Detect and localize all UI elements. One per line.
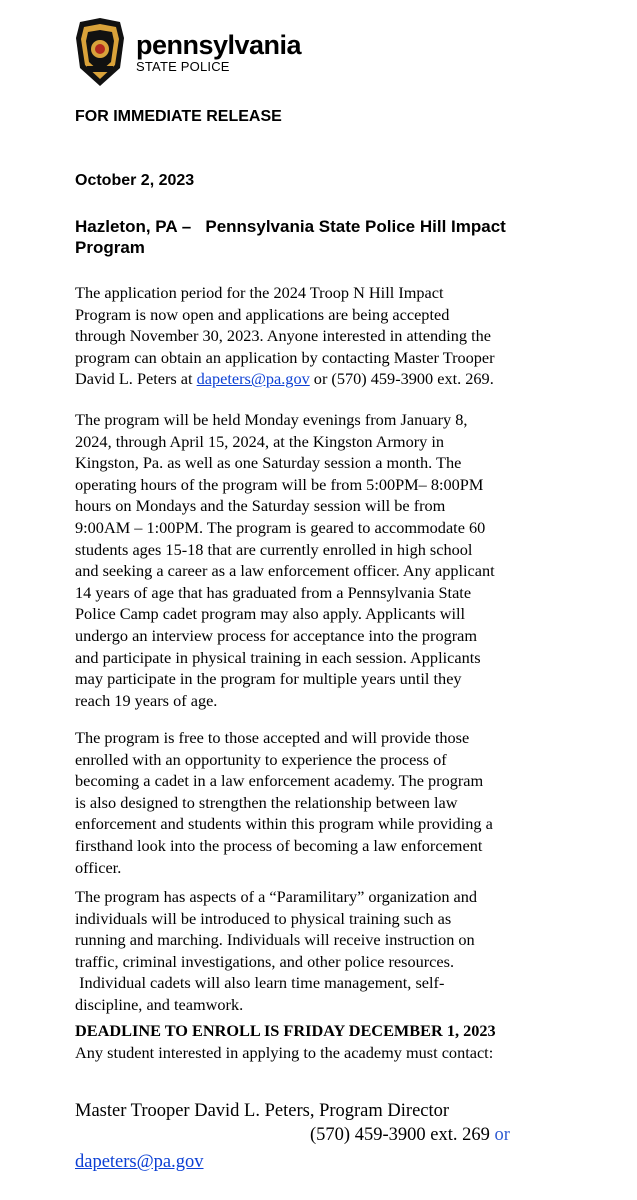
p2-line: and seeking a career as a law enforcement officer. Any applicant [75, 561, 495, 581]
p2-line: 14 years of age that has graduated from a Pennsylvania State [75, 582, 472, 602]
p4-line: running and marching. Individuals will receive instruction on [75, 930, 475, 950]
p2-line: operating hours of the program will be from 5:00PM– 8:00PM [75, 474, 484, 494]
p3-line: enrolled with an opportunity to experience the process of [75, 749, 447, 769]
or-word: or [494, 1125, 510, 1145]
p2-line: and participate in physical training in each session. Applicants [75, 647, 481, 667]
pa-state-police-badge-icon [74, 16, 126, 88]
paragraph-1 [75, 282, 565, 390]
p4-line: Individual cadets will also learn time management, self- [75, 973, 445, 993]
director-contact-line [310, 1125, 510, 1146]
p2-line: 2024, through April 15, 2024, at the Kingston Armory in [75, 431, 445, 451]
p1-line [75, 368, 565, 390]
p4-line: discipline, and teamwork. [75, 994, 244, 1014]
director-email-link[interactable]: dapeters@pa.gov [75, 1152, 204, 1172]
paragraph-3 [75, 727, 565, 878]
p1-line: through November 30, 2023. Anyone interested in attending the [75, 326, 491, 346]
release-label: FOR IMMEDIATE RELEASE [75, 108, 282, 125]
email-link[interactable]: dapeters@pa.gov [196, 369, 310, 389]
p4-line: traffic, criminal investigations, and other police resources. [75, 951, 455, 971]
p2-line: may participate in the program for multiple years until they [75, 669, 462, 689]
director-phone: (570) 459-3900 ext. 269 [310, 1125, 490, 1145]
p2-line: Kingston, Pa. as well as one Saturday session a month. The [75, 453, 462, 473]
p2-line: hours on Mondays and the Saturday session will be from [75, 496, 446, 516]
headline [75, 216, 545, 258]
director-email-line [75, 1152, 204, 1173]
p3-line: firsthand look into the process of becoming a law enforcement [75, 835, 483, 855]
p3-line: officer. [75, 857, 122, 877]
contact-note: Any student interested in applying to the academy must contact: [75, 1043, 494, 1062]
paragraph-4 [75, 886, 565, 1016]
p1-line: program can obtain an application by contacting Master Trooper [75, 347, 495, 367]
p4-line: The program has aspects of a “Paramilitary” organization and [75, 887, 478, 906]
p3-line: is also designed to strengthen the relationship between law [75, 792, 458, 812]
director-name: Master Trooper David L. Peters, Program Director [75, 1101, 450, 1121]
p2-line: The program will be held Monday evenings from January 8, [75, 410, 468, 429]
headline-title: Pennsylvania State Police Hill Impact Program [75, 217, 506, 257]
p2-line: Police Camp cadet program may also apply. Applicants will [75, 604, 466, 624]
org-wordmark [136, 30, 301, 74]
p3-line: becoming a cadet in a law enforcement academy. The program [75, 771, 484, 791]
p3-line: The program is free to those accepted and will provide those [75, 728, 470, 747]
org-subtitle: STATE POLICE [136, 59, 230, 74]
p2-line: 9:00AM – 1:00PM. The program is geared to accommodate 60 [75, 517, 486, 537]
p3-line: enforcement and students within this program while providing a [75, 814, 493, 834]
enroll-deadline: DEADLINE TO ENROLL IS FRIDAY DECEMBER 1, 2023 [75, 1021, 496, 1040]
org-name: pennsylvania [136, 30, 302, 60]
p2-line: students ages 15-18 that are currently enrolled in high school [75, 539, 473, 559]
release-date: October 2, 2023 [75, 172, 195, 189]
paragraph-2 [75, 409, 565, 711]
p4-line: individuals will be introduced to physical training such as [75, 908, 452, 928]
p2-line: reach 19 years of age. [75, 690, 218, 710]
p1-line-pre: David L. Peters at [75, 369, 197, 389]
p1-line-post: or (570) 459-3900 ext. 269. [309, 369, 494, 389]
headline-location: Hazleton, PA – [75, 217, 192, 236]
p1-line: Program is now open and applications are being accepted [75, 304, 450, 324]
p1-line: The application period for the 2024 Troop N Hill Impact [75, 283, 444, 302]
header [74, 12, 301, 92]
p2-line: undergo an interview process for acceptance into the program [75, 625, 478, 645]
